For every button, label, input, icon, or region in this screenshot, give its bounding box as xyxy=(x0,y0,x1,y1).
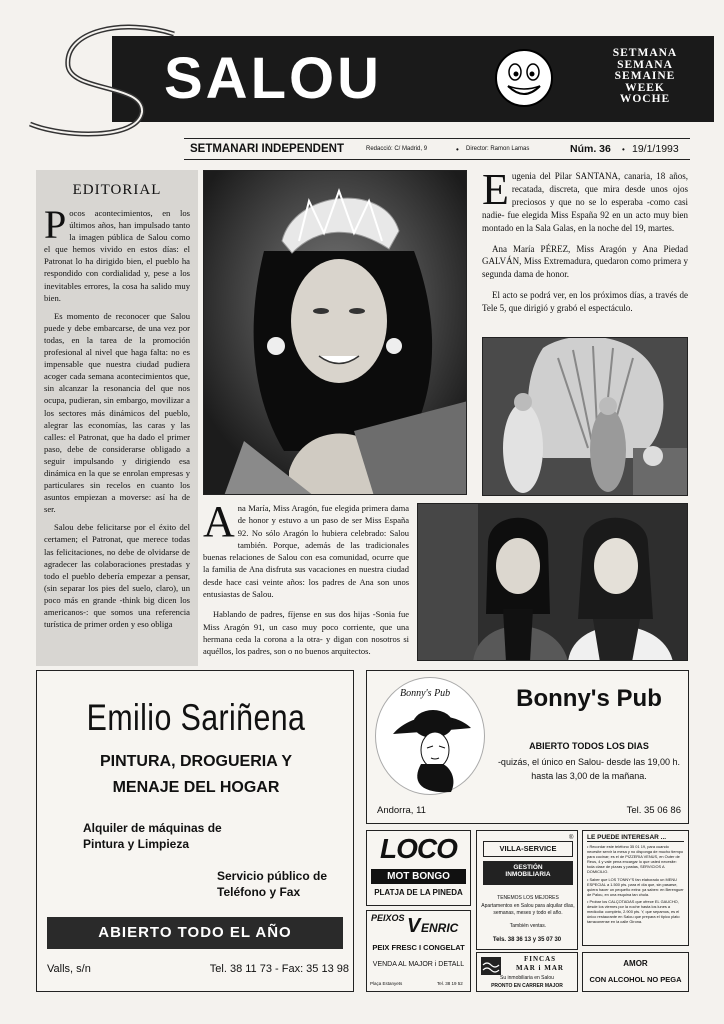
director: Director: Ramon Lamas xyxy=(466,146,530,152)
fincas-l3: Su inmobiliaria en Salou xyxy=(500,975,554,981)
week-words xyxy=(584,48,706,106)
ad-emilio-sarinena xyxy=(36,670,354,992)
week-word: SEMANA xyxy=(617,58,673,71)
dropcap: P xyxy=(44,202,67,247)
villa-sub2: INMOBILIARIA xyxy=(505,871,551,878)
article-miss-aragon xyxy=(203,497,409,662)
waves-icon xyxy=(481,957,501,975)
villa-registered: ® xyxy=(569,835,574,841)
peixos-phone: Tel. 38 19 52 xyxy=(437,981,463,986)
ad-emilio-service2: Teléfono y Fax xyxy=(217,885,301,899)
week-word: WEEK xyxy=(625,81,665,94)
villa-phones: Tels. 38 36 13 y 35 07 30 xyxy=(492,937,562,943)
fincas-l1: FINCAS xyxy=(523,955,557,963)
editorial-column xyxy=(36,170,198,666)
masthead xyxy=(24,22,704,140)
miss-espana-portrait-photo xyxy=(203,170,467,495)
issue-date: 19/1/1993 xyxy=(632,143,679,155)
peixos-title2: ENRIC xyxy=(421,921,459,935)
bonnys-address: Andorra, 11 xyxy=(377,805,426,816)
crowning-ceremony-photo xyxy=(482,337,688,496)
info-bar xyxy=(184,138,690,160)
bonnys-desc2: hasta las 3,00 de la mañana. xyxy=(531,771,647,781)
peixos-title1: PEIXOS xyxy=(371,913,405,923)
loco-name: MOT BONGO xyxy=(371,869,466,884)
peixos-sub: PEIX FRESC I CONGELAT xyxy=(372,943,465,952)
peixos-place: Plaça Estanyets xyxy=(370,981,403,986)
bullet: • xyxy=(622,144,625,154)
article-paragraph: El acto se podrá ver, en los próximos días, a través de Tele 5, que dirigió y grabó el espectáculo. xyxy=(482,290,688,314)
bonnys-name: Bonny's Pub xyxy=(516,685,662,712)
editorial-title: EDITORIAL xyxy=(72,182,162,198)
ad-emilio-line1: PINTURA, DROGUERIA Y xyxy=(99,753,292,770)
ad-loco-mot-bongo xyxy=(366,830,471,906)
fincas-l2: MAR i MAR xyxy=(516,964,564,972)
bullet: • xyxy=(456,144,459,154)
ad-emilio-service1: Servicio público de xyxy=(217,869,328,883)
amor-l2: CON ALCOHOL NO PEGA xyxy=(589,975,682,984)
ad-emilio-banner: ABIERTO TODO EL AÑO xyxy=(47,917,343,949)
bonnys-logo-text: Bonny's Pub xyxy=(400,688,451,699)
ad-emilio-phones: Tel. 38 11 73 - Fax: 35 13 98 xyxy=(209,963,349,975)
sisters-photo xyxy=(417,503,688,661)
article-miss-espana xyxy=(482,165,688,330)
amor-l1: AMOR xyxy=(623,959,648,968)
redaccio: Redacció: C/ Madrid, 9 xyxy=(366,146,428,152)
interesar-item: • Saber que LOS TONNY'S fan elaborado un MENU ESPECIAL a 1.500 pts. para el día que, sin pasarse, quiera hacer un pequeño extra: ya saben: en Berenguer de Palou, en una esquina tan chula. xyxy=(587,876,684,897)
ad-emilio-line2: MENAJE DEL HOGAR xyxy=(112,779,280,796)
peixos-title2-v: V xyxy=(407,915,421,937)
villa-p2: Apartamentos en Salou para alquilar días, semanas, meses y todo el año. xyxy=(481,903,575,916)
interesar-item: • Recordar este teléfono 35 01 19, para cuando necesite servir la mesa y no disponga de mucho tiempo para cocinar; es el de PIZZERIA VENUS, en Outer de Reus, 4 y vale pena encargar lo que usted necesite: toda clase de pizzas y pastas, SERVICIOS A DOMICILIO. xyxy=(587,844,684,875)
ad-le-puede-interesar xyxy=(582,830,689,946)
loco-place: PLATJA DE LA PINEDA xyxy=(374,888,463,897)
villa-p1: TENEMOS LOS MEJORES xyxy=(497,895,559,901)
villa-sub-box xyxy=(483,861,573,885)
editorial-paragraph: Es momento de reconocer que Salou puede y debe embarcarse, de una vez por todas, en la tarea de la promoción profesional al nivel que haga falta: no es impensable que nuestra ciudad pudiera acoger cada semana acontecimientos que, sin alcanzar la resonancia del que nos ocupa, pudieran, sin embargo, movilizar a los sectores más dinámicos del pueblo, alegrar las economías, las caras y las calles: el Patronat, que ha dado el primer paso, debe de considerarse obligado a seguir impulsando y dirigiendo esa dinámica en la que se enrolan empresas y particulares sin recelos en cuanto los asuntos empiezan a moverse: así ha de ser. xyxy=(44,310,190,515)
week-word: WOCHE xyxy=(619,93,671,105)
ad-emilio-rent1: Alquiler de máquinas de xyxy=(83,821,222,835)
ad-peixos-enric xyxy=(366,910,471,992)
peixos-sale: VENDA AL MAJOR i DETALL xyxy=(372,961,465,968)
week-word: SEMAINE xyxy=(614,70,676,82)
editorial-paragraph: Pocos acontecimientos, en los últimos años, han impulsado tanto la imagen pública de Salou como el que hemos vivido en estos días: el Patronat lo ha dirigido bien, el pueblo ha respondido con cordialidad y, pese a los inevitables errores, la cosa ha salido muy bien. xyxy=(44,202,190,303)
villa-name: VILLA-SERVICE xyxy=(483,841,573,857)
bonnys-desc1: -quizás, el único en Salou- desde las 19,00 h. xyxy=(497,757,681,767)
ad-bonnys-pub xyxy=(366,670,689,824)
lady-in-hat-icon xyxy=(391,702,473,794)
editorial-paragraph: Salou debe felicitarse por el éxito del certamen; el Patronat, que merece todas las felicitaciones, no debe de olvidarse de agradecer las colaboraciones prestadas y todo el pueblo debería empezar a pensar, (sin separar los pies del suelo, claro), un poco más en grande -think big dicen los americanos-: que somos una referencia turística de primer orden y eso obliga xyxy=(44,522,190,630)
logo-title: SALOU xyxy=(164,46,382,111)
interesar-item: • Probar los CALÇOTADAS que ofrece EL GAUCHO, desde los viernes por la noche hasta los lunes a mediodía: completo, 2.900 pts. Y, que sepamos, es el único restaurante en Salou que prepara el típico plato tarraconense en la calle Girona. xyxy=(587,898,680,925)
loco-logo: LOCO xyxy=(380,833,457,864)
villa-sub1: GESTIÓN xyxy=(513,864,543,871)
ad-emilio-rent2: Pintura y Limpieza xyxy=(83,837,190,851)
dropcap: A xyxy=(203,497,235,546)
week-word: SETMANA xyxy=(612,47,678,59)
ad-villa-service xyxy=(476,830,578,950)
bonnys-phone: Tel. 35 06 86 xyxy=(626,805,681,816)
ad-emilio-address: Valls, s/n xyxy=(47,963,91,975)
article-paragraph: Ana María, Miss Aragón, fue elegida primera dama de honor y estuvo a un paso de ser Miss España 92. No sólo Aragón lo hubiera celebrado: Salou también. Porque, además de las tradicionales buenas relaciones de Salou con esa comunidad, ocurre que la familia de Ana disfruta sus vacaciones en nuestra ciudad desde hace casi veinte años: los padres de Ana son unos entusiastas de Salou. xyxy=(203,497,409,600)
villa-p3: También ventas. xyxy=(509,923,547,929)
ad-emilio-name: Emilio Sariñena xyxy=(86,697,306,738)
article-paragraph: Eugenia del Pilar SANTANA, canaria, 18 años, recatada, discreta, que mira desde unos ojos preciosos y que no se lo esperaba -como casi nadie- fue elegida Miss España 92 en un acto muy bien montado en la Sala Galas, en la noche del 19, martes. xyxy=(482,165,688,233)
bonnys-logo xyxy=(375,677,485,795)
bonnys-open: ABIERTO TODOS LOS DIAS xyxy=(529,741,649,751)
article-paragraph: Hablando de padres, fíjense en sus dos hijas -Sonia fue Miss Aragón 91, un caso muy poco corriente, que una hermana ceda la corona a la otra- y digan con nosotros si aquéllos, los padres, son o no buenos arquitectos. xyxy=(203,609,409,657)
article-paragraph: Ana María PÉREZ, Miss Aragón y Ana Piedad GALVÁN, Miss Extremadura, quedaron como primera y segunda dama de honor. xyxy=(482,243,688,280)
ad-fincas-mar-i-mar xyxy=(476,952,578,992)
smiley-face-icon xyxy=(494,48,554,108)
fincas-l4: PRONTO EN CARRER MAJOR xyxy=(491,983,563,989)
ad-amor xyxy=(582,952,689,992)
dropcap: E xyxy=(482,165,509,214)
issue-number: Núm. 36 xyxy=(570,143,611,155)
interesar-title: LE PUEDE INTERESAR ... xyxy=(587,834,684,842)
subtitle: SETMANARI INDEPENDENT xyxy=(190,143,344,155)
